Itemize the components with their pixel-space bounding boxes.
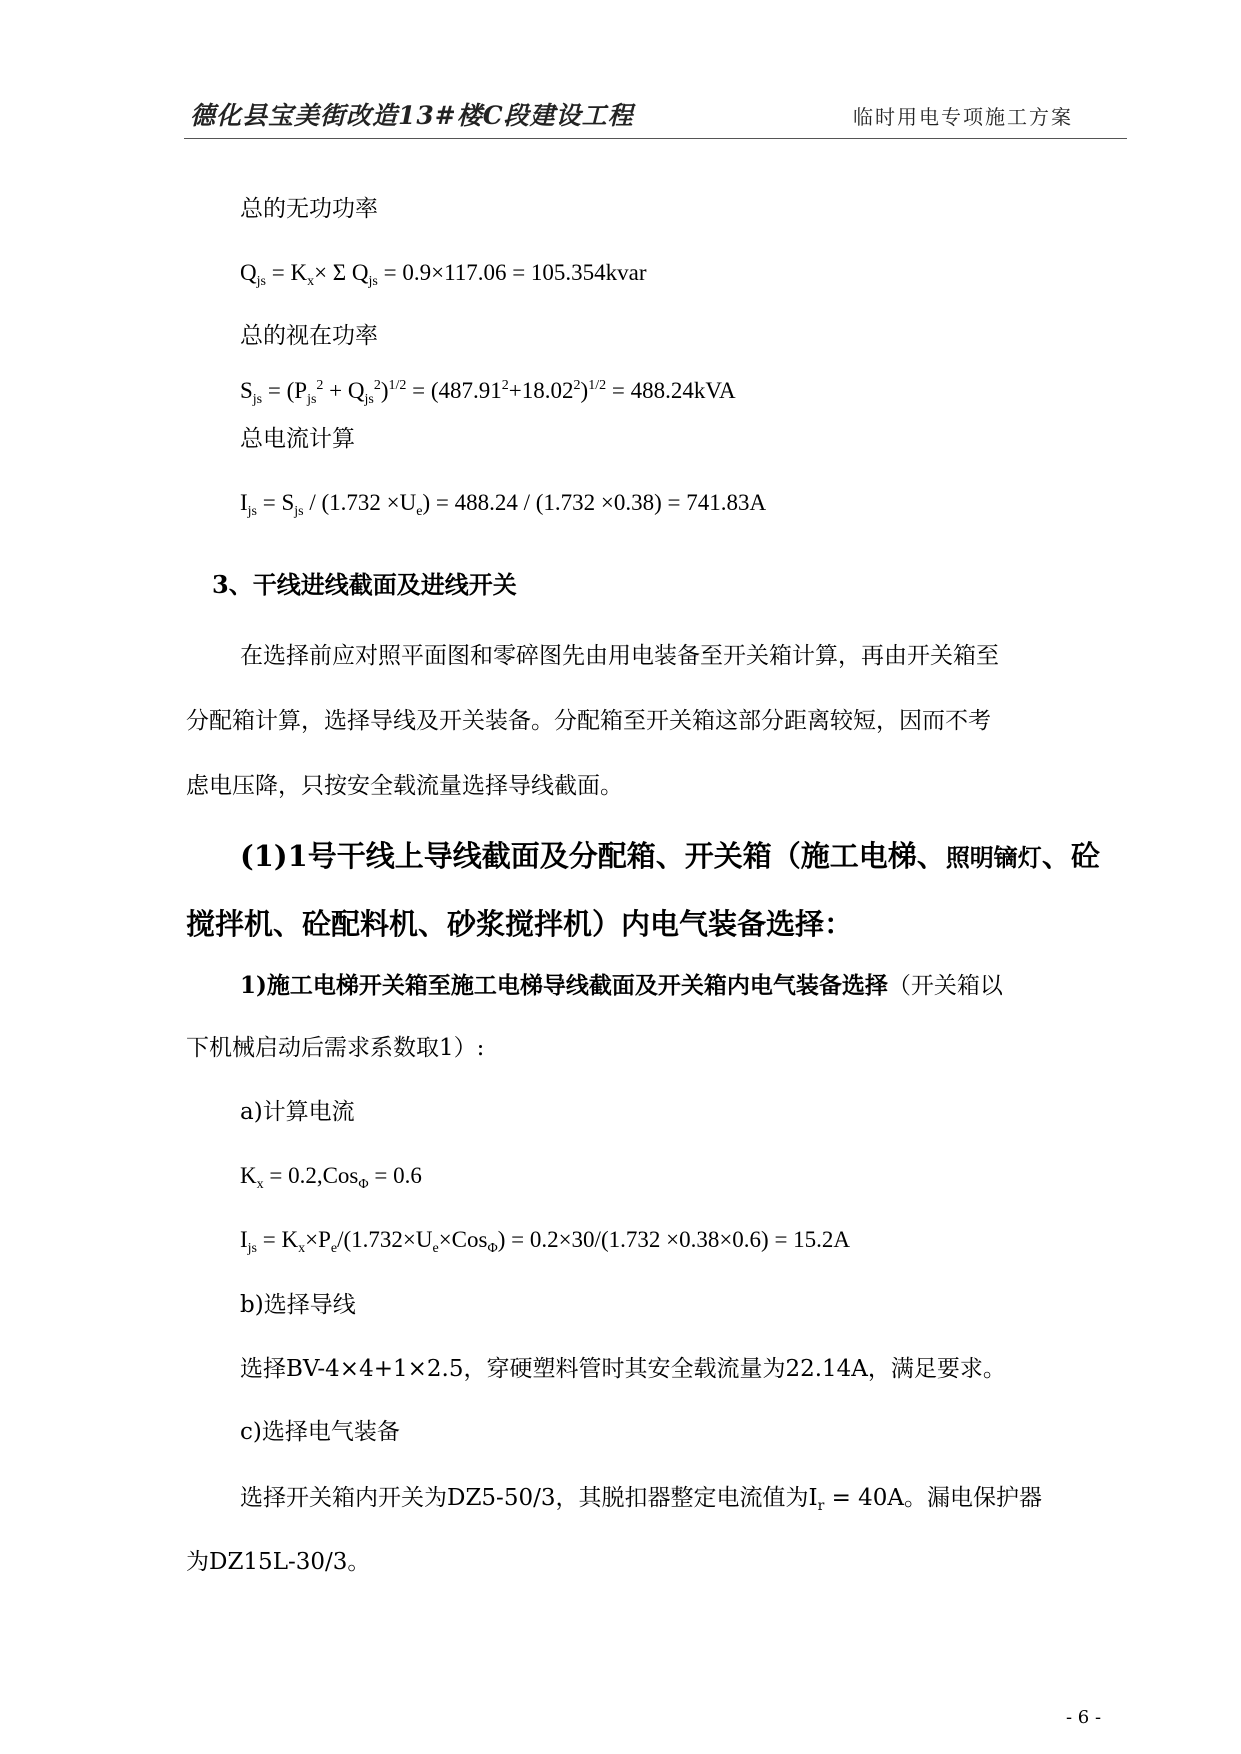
paragraph-line-2: 分配箱计算，选择导线及开关装备。分配箱至开关箱这部分距离较短，因而不考 (186, 708, 991, 734)
calc-current-formula: $I_{js} = K_x\times P_e/(1.732\times U_e\times Cos_\Phi) = 0.2\times 30/(1.732 \times 0.38\times 0.6) = 15.2A$ (240, 1227, 851, 1256)
apparent-power-label: 总的视在功率 (240, 323, 378, 349)
item-1-heading-line-2: 下机械启动后需求系数取1）: (186, 1035, 485, 1061)
paragraph-line-3: 虑电压降，只按安全载流量选择导线截面。 (186, 773, 623, 799)
reactive-power-label: 总的无功功率 (240, 196, 378, 222)
total-current-formula: $I_{js} = S_{js} / (1.732 \times U_e) = 488.24 / (1.732 \times 0.38) = 741.83A$ (240, 490, 767, 519)
total-current-label: 总电流计算 (240, 426, 355, 452)
header-project-title: 德化县宝美街改造13#楼C段建设工程 (190, 101, 634, 130)
wire-selection-text: 选择BV-4×4+1×2.5，穿硬塑料管时其安全载流量为22.14A，满足要求。 (240, 1356, 1006, 1382)
reactive-power-result: = 0.9×117.06 = 105.354kvar (383, 260, 647, 285)
switch-selection-line-1: 选择开关箱内开关为DZ5-50/3，其脱扣器整定电流值为$I_r = 40A$。漏电保护器 (240, 1485, 1043, 1514)
apparent-power-formula: $S_{js} = (P_{js}^2 + Q_{js}^2)^{1/2} = (487.91^2+18.02^2)^{1/2} = 488.24kVA$ (240, 378, 736, 407)
header-document-title: 临时用电专项施工方案 (853, 105, 1073, 129)
section-3-heading: 3、干线进线截面及进线开关 (212, 570, 517, 599)
item-1-heading: 1)施工电梯开关箱至施工电梯导线截面及开关箱内电气装备选择（开关箱以 (240, 972, 1003, 999)
apparent-power-result: = 488.24kVA (606, 378, 736, 403)
step-a-label: a)计算电流 (240, 1099, 355, 1125)
total-current-result: ) = 488.24 / (1.732 ×0.38) = 741.83A (422, 490, 767, 515)
subsection-1-heading-line-1: (1)1号干线上导线截面及分配箱、开关箱（施工电梯、照明镝灯、砼 (240, 839, 1100, 873)
subsection-1-heading-line-2: 搅拌机、砼配料机、砂浆搅拌机）内电气装备选择： (186, 907, 854, 941)
page-number: - 6 - (1066, 1707, 1102, 1728)
demand-factor-line: $K_x = 0.2,Cos_\Phi = 0.6$ (240, 1163, 422, 1192)
paragraph-line-1: 在选择前应对照平面图和零碎图先由用电装备至开关箱计算，再由开关箱至 (240, 643, 999, 669)
reactive-power-formula: $Q_{js} = K_x\times \Sigma$ $Q_{js} = 0.9\times 117.06$ = 105.354kvar (240, 260, 647, 289)
switch-selection-line-2: 为DZ15L-30/3。 (186, 1549, 371, 1575)
step-b-label: b)选择导线 (240, 1292, 356, 1318)
step-c-label: c)选择电气装备 (240, 1419, 400, 1445)
header-divider (184, 138, 1127, 139)
